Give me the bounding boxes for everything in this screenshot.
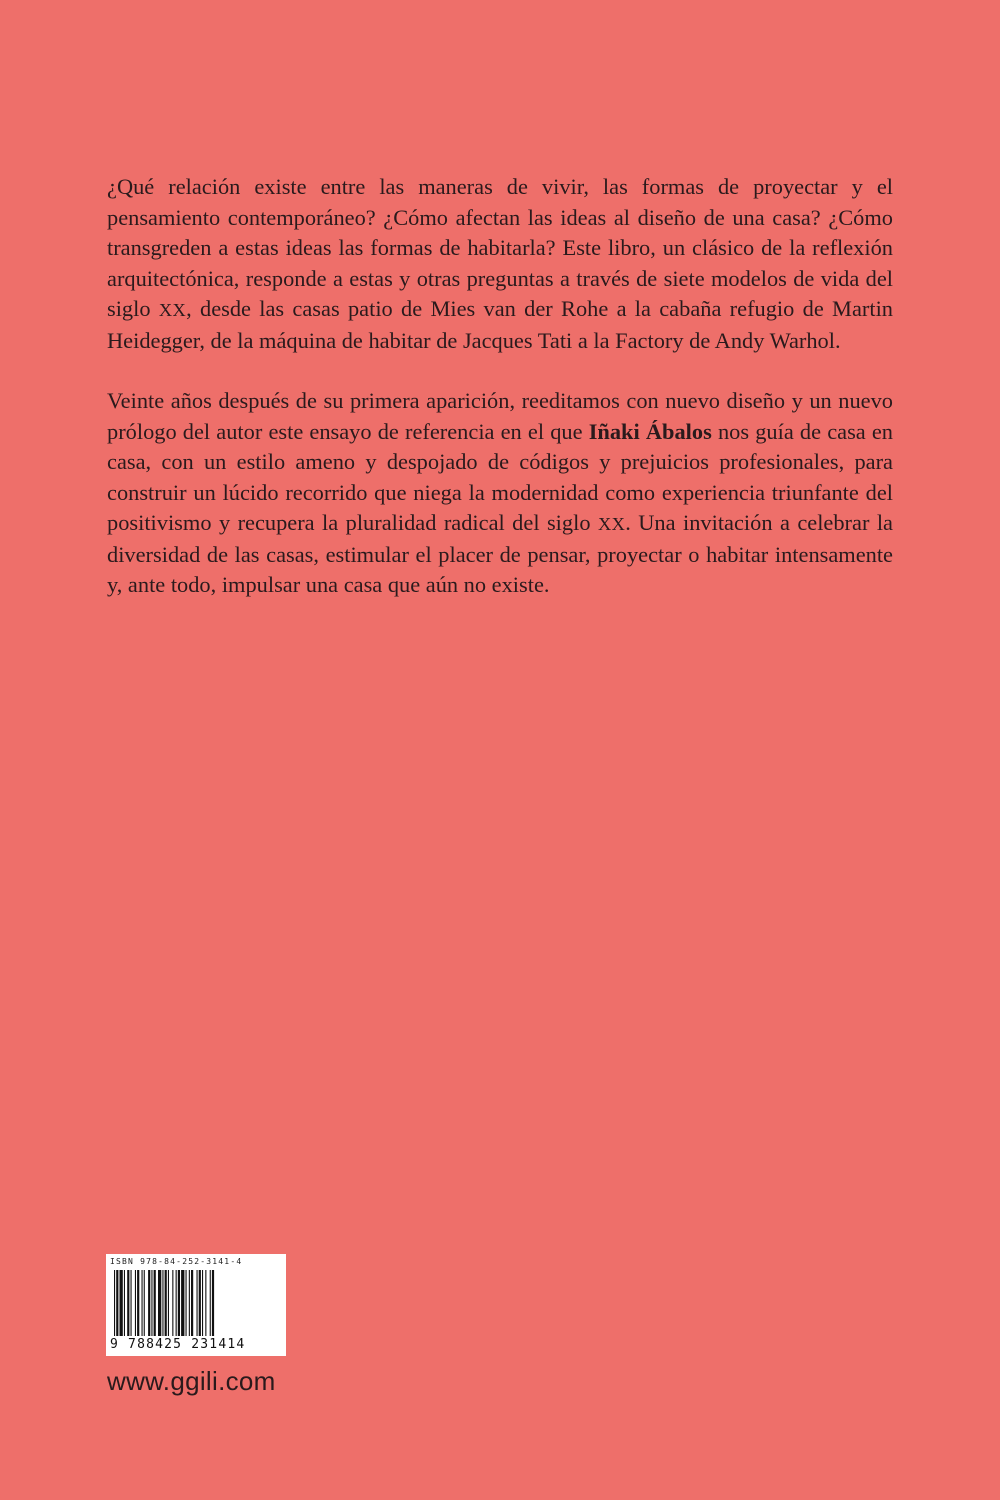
blurb-paragraph-1: [107, 172, 893, 356]
isbn-digits: 9 788425 231414: [110, 1337, 246, 1352]
blurb-p1-text-a: ¿Qué relación existe entre las maneras de vivir, las formas de proyectar y el pensamiento contemporáneo? ¿Cómo afectan las ideas al diseño de una casa? ¿Cómo transgreden a estas ideas las formas de habitarla? Este libro, un clásico de la reflexión arquitectónica, responde a estas y otras preguntas a través de siete modelos de vida del siglo: [107, 174, 893, 321]
author-name: Iñaki Ábalos: [588, 418, 712, 444]
blurb-p2-text-c: . Una invitación a celebrar la diversidad de las casas, estimular el placer de pensar, proyectar o habitar intensamente y, ante todo, impulsar una casa que aún no existe.: [107, 510, 893, 597]
blurb-paragraph-2: [107, 386, 893, 601]
isbn-label: ISBN 978-84-252-3141-4: [110, 1257, 243, 1266]
publisher-website: www.ggili.com: [107, 1366, 276, 1396]
blurb-text: [107, 172, 893, 631]
isbn-barcode: [106, 1254, 286, 1356]
blurb-p1-text-b: , desde las casas patio de Mies van der Rohe a la cabaña refugio de Martin Heidegger, de la máquina de habitar de Jacques Tati a la Factory de Andy Warhol.: [107, 296, 893, 353]
century-smallcaps: XX: [158, 300, 187, 320]
century-smallcaps: XX: [597, 514, 626, 534]
barcode-bars: [114, 1270, 278, 1336]
blurb-p2-text-a: Veinte años después de su primera aparición, reeditamos con nuevo diseño y un nuevo prólogo del autor este ensayo de referencia en el que: [107, 388, 893, 444]
blurb-p2-text-b: nos guía de casa en casa, con un estilo ameno y despojado de códigos y prejuicios profesionales, para construir un lúcido recorrido que niega la modernidad como experiencia triunfante del positivismo y recupera la pluralidad radical del siglo: [107, 418, 893, 535]
